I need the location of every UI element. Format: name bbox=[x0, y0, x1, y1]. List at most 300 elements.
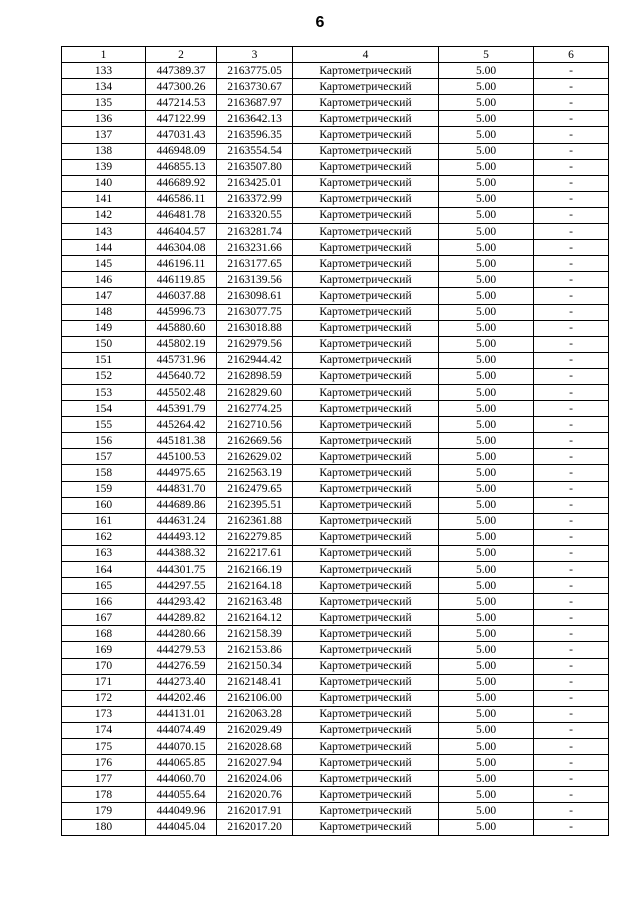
table-cell: 134 bbox=[62, 79, 146, 95]
table-cell: - bbox=[534, 545, 609, 561]
table-cell: 446404.57 bbox=[146, 224, 217, 240]
table-cell: 2162669.56 bbox=[217, 433, 293, 449]
table-cell: 5.00 bbox=[439, 626, 534, 642]
table-cell: 168 bbox=[62, 626, 146, 642]
table-cell: 444045.04 bbox=[146, 819, 217, 835]
table-row bbox=[62, 706, 609, 722]
table-cell: 444049.96 bbox=[146, 803, 217, 819]
table-cell: 444276.59 bbox=[146, 658, 217, 674]
table-cell: Картометрический bbox=[293, 610, 439, 626]
table-row bbox=[62, 417, 609, 433]
table-cell: 444293.42 bbox=[146, 594, 217, 610]
table-row bbox=[62, 159, 609, 175]
table-cell: 147 bbox=[62, 288, 146, 304]
table-cell: Картометрический bbox=[293, 256, 439, 272]
table-cell: 158 bbox=[62, 465, 146, 481]
table-cell: Картометрический bbox=[293, 272, 439, 288]
table-cell: 444493.12 bbox=[146, 529, 217, 545]
table-cell: 5.00 bbox=[439, 658, 534, 674]
table-cell: 444975.65 bbox=[146, 465, 217, 481]
table-cell: - bbox=[534, 384, 609, 400]
table-cell: 444060.70 bbox=[146, 771, 217, 787]
table-cell: 2162027.94 bbox=[217, 755, 293, 771]
table-row bbox=[62, 771, 609, 787]
table-cell: - bbox=[534, 578, 609, 594]
table-cell: 446689.92 bbox=[146, 175, 217, 191]
table-row bbox=[62, 449, 609, 465]
table-cell: 2162563.19 bbox=[217, 465, 293, 481]
table-cell: 180 bbox=[62, 819, 146, 835]
table-cell: 135 bbox=[62, 95, 146, 111]
table-row bbox=[62, 207, 609, 223]
table-cell: 2162153.86 bbox=[217, 642, 293, 658]
table-cell: Картометрический bbox=[293, 739, 439, 755]
table-cell: - bbox=[534, 674, 609, 690]
table-cell: 157 bbox=[62, 449, 146, 465]
table-cell: 5.00 bbox=[439, 63, 534, 79]
column-header: 3 bbox=[217, 47, 293, 63]
table-row bbox=[62, 288, 609, 304]
table-cell: Картометрический bbox=[293, 401, 439, 417]
table-cell: 5.00 bbox=[439, 674, 534, 690]
table-cell: - bbox=[534, 771, 609, 787]
table-row bbox=[62, 79, 609, 95]
table-cell: 445640.72 bbox=[146, 368, 217, 384]
table-cell: 445264.42 bbox=[146, 417, 217, 433]
table-cell: 446037.88 bbox=[146, 288, 217, 304]
table-cell: 5.00 bbox=[439, 401, 534, 417]
table-cell: 5.00 bbox=[439, 143, 534, 159]
table-cell: 2162017.20 bbox=[217, 819, 293, 835]
table-cell: 5.00 bbox=[439, 352, 534, 368]
table-row bbox=[62, 224, 609, 240]
table-cell: 137 bbox=[62, 127, 146, 143]
table-cell: 165 bbox=[62, 578, 146, 594]
table-cell: 2163730.67 bbox=[217, 79, 293, 95]
table-cell: 5.00 bbox=[439, 433, 534, 449]
table-cell: - bbox=[534, 288, 609, 304]
table-cell: 5.00 bbox=[439, 562, 534, 578]
table-row bbox=[62, 63, 609, 79]
table-cell: 177 bbox=[62, 771, 146, 787]
table-cell: Картометрический bbox=[293, 545, 439, 561]
table-cell: 5.00 bbox=[439, 578, 534, 594]
table-cell: 2162029.49 bbox=[217, 722, 293, 738]
table-cell: 5.00 bbox=[439, 722, 534, 738]
table-cell: 169 bbox=[62, 642, 146, 658]
table-cell: 5.00 bbox=[439, 191, 534, 207]
table-cell: 2162024.06 bbox=[217, 771, 293, 787]
table-cell: - bbox=[534, 336, 609, 352]
page-number: 6 bbox=[315, 14, 325, 31]
table-row bbox=[62, 513, 609, 529]
table-cell: 2163687.97 bbox=[217, 95, 293, 111]
table-cell: 154 bbox=[62, 401, 146, 417]
table-row bbox=[62, 787, 609, 803]
table-cell: 5.00 bbox=[439, 529, 534, 545]
table-cell: 149 bbox=[62, 320, 146, 336]
table-cell: Картометрический bbox=[293, 384, 439, 400]
table-cell: 2162148.41 bbox=[217, 674, 293, 690]
table-cell: - bbox=[534, 127, 609, 143]
table-row bbox=[62, 658, 609, 674]
coordinates-table bbox=[61, 46, 609, 836]
table-cell: 2163281.74 bbox=[217, 224, 293, 240]
table-cell: 133 bbox=[62, 63, 146, 79]
table-cell: Картометрический bbox=[293, 207, 439, 223]
table-cell: 161 bbox=[62, 513, 146, 529]
table-cell: 446119.85 bbox=[146, 272, 217, 288]
table-row bbox=[62, 272, 609, 288]
table-cell: Картометрический bbox=[293, 63, 439, 79]
table-cell: 444388.32 bbox=[146, 545, 217, 561]
table-row bbox=[62, 175, 609, 191]
table-row bbox=[62, 336, 609, 352]
table-row bbox=[62, 594, 609, 610]
table-cell: 164 bbox=[62, 562, 146, 578]
table-cell: Картометрический bbox=[293, 224, 439, 240]
column-header: 2 bbox=[146, 47, 217, 63]
table-row bbox=[62, 401, 609, 417]
table-cell: 444202.46 bbox=[146, 690, 217, 706]
table-cell: 2162898.59 bbox=[217, 368, 293, 384]
table-cell: 167 bbox=[62, 610, 146, 626]
table-row bbox=[62, 642, 609, 658]
table-cell: - bbox=[534, 497, 609, 513]
table-cell: - bbox=[534, 787, 609, 803]
table-cell: Картометрический bbox=[293, 288, 439, 304]
table-cell: 446304.08 bbox=[146, 240, 217, 256]
table-row bbox=[62, 95, 609, 111]
table-cell: - bbox=[534, 320, 609, 336]
table-cell: - bbox=[534, 481, 609, 497]
table-cell: 5.00 bbox=[439, 320, 534, 336]
table-cell: - bbox=[534, 610, 609, 626]
table-row bbox=[62, 755, 609, 771]
table-cell: 2162166.19 bbox=[217, 562, 293, 578]
table-cell: 5.00 bbox=[439, 272, 534, 288]
table-row bbox=[62, 127, 609, 143]
table-cell: 175 bbox=[62, 739, 146, 755]
table-cell: 178 bbox=[62, 787, 146, 803]
table-cell: - bbox=[534, 513, 609, 529]
table-cell: 2163554.54 bbox=[217, 143, 293, 159]
table-cell: 143 bbox=[62, 224, 146, 240]
table-cell: 446481.78 bbox=[146, 207, 217, 223]
table-cell: 2162028.68 bbox=[217, 739, 293, 755]
table-cell: Картометрический bbox=[293, 658, 439, 674]
table-row bbox=[62, 578, 609, 594]
column-header: 1 bbox=[62, 47, 146, 63]
table-cell: - bbox=[534, 79, 609, 95]
table-cell: 2162217.61 bbox=[217, 545, 293, 561]
table-cell: 5.00 bbox=[439, 545, 534, 561]
table-cell: - bbox=[534, 755, 609, 771]
table-row bbox=[62, 111, 609, 127]
table-cell: 141 bbox=[62, 191, 146, 207]
table-cell: 444831.70 bbox=[146, 481, 217, 497]
table-cell: 447300.26 bbox=[146, 79, 217, 95]
table-cell: - bbox=[534, 272, 609, 288]
table-cell: 444631.24 bbox=[146, 513, 217, 529]
table-cell: - bbox=[534, 803, 609, 819]
table-cell: 5.00 bbox=[439, 481, 534, 497]
table-cell: 146 bbox=[62, 272, 146, 288]
table-cell: - bbox=[534, 706, 609, 722]
table-row bbox=[62, 384, 609, 400]
table-cell: - bbox=[534, 111, 609, 127]
table-cell: 5.00 bbox=[439, 111, 534, 127]
table-cell: 2163139.56 bbox=[217, 272, 293, 288]
table-cell: 5.00 bbox=[439, 465, 534, 481]
table-cell: 444279.53 bbox=[146, 642, 217, 658]
table-cell: 151 bbox=[62, 352, 146, 368]
table-cell: 2162106.00 bbox=[217, 690, 293, 706]
table-cell: 5.00 bbox=[439, 497, 534, 513]
table-cell: 148 bbox=[62, 304, 146, 320]
table-cell: - bbox=[534, 240, 609, 256]
table-cell: - bbox=[534, 722, 609, 738]
table-cell: 2163077.75 bbox=[217, 304, 293, 320]
table-cell: 136 bbox=[62, 111, 146, 127]
table-cell: 160 bbox=[62, 497, 146, 513]
table-cell: 170 bbox=[62, 658, 146, 674]
table-cell: - bbox=[534, 449, 609, 465]
table-cell: 444131.01 bbox=[146, 706, 217, 722]
table-cell: Картометрический bbox=[293, 819, 439, 835]
table-cell: Картометрический bbox=[293, 529, 439, 545]
table-cell: 5.00 bbox=[439, 79, 534, 95]
table-cell: 166 bbox=[62, 594, 146, 610]
table-cell: - bbox=[534, 63, 609, 79]
table-cell: 5.00 bbox=[439, 240, 534, 256]
table-cell: 2162164.12 bbox=[217, 610, 293, 626]
table-header-row bbox=[62, 47, 609, 63]
table-row bbox=[62, 143, 609, 159]
table-row bbox=[62, 690, 609, 706]
table-cell: - bbox=[534, 658, 609, 674]
table-cell: - bbox=[534, 529, 609, 545]
table-cell: 445996.73 bbox=[146, 304, 217, 320]
table-cell: - bbox=[534, 224, 609, 240]
table-cell: 2162944.42 bbox=[217, 352, 293, 368]
table-cell: - bbox=[534, 401, 609, 417]
table-cell: 5.00 bbox=[439, 175, 534, 191]
table-cell: 2163642.13 bbox=[217, 111, 293, 127]
table-row bbox=[62, 562, 609, 578]
table-cell: 5.00 bbox=[439, 368, 534, 384]
table-cell: Картометрический bbox=[293, 690, 439, 706]
table-cell: 5.00 bbox=[439, 256, 534, 272]
table-cell: 2163320.55 bbox=[217, 207, 293, 223]
table-row bbox=[62, 739, 609, 755]
table-cell: 2163507.80 bbox=[217, 159, 293, 175]
table-cell: 444055.64 bbox=[146, 787, 217, 803]
table-cell: Картометрический bbox=[293, 111, 439, 127]
table-cell: 2162164.18 bbox=[217, 578, 293, 594]
table-cell: - bbox=[534, 207, 609, 223]
table-cell: Картометрический bbox=[293, 803, 439, 819]
table-cell: Картометрический bbox=[293, 771, 439, 787]
table-cell: Картометрический bbox=[293, 240, 439, 256]
table-cell: - bbox=[534, 594, 609, 610]
table-cell: 2162979.56 bbox=[217, 336, 293, 352]
table-cell: 444273.40 bbox=[146, 674, 217, 690]
table-cell: 445391.79 bbox=[146, 401, 217, 417]
table-cell: 5.00 bbox=[439, 127, 534, 143]
table-cell: - bbox=[534, 175, 609, 191]
table-cell: Картометрический bbox=[293, 674, 439, 690]
table-row bbox=[62, 304, 609, 320]
table-cell: 5.00 bbox=[439, 159, 534, 175]
table-cell: Картометрический bbox=[293, 481, 439, 497]
table-cell: - bbox=[534, 191, 609, 207]
table-row bbox=[62, 819, 609, 835]
table-cell: 444065.85 bbox=[146, 755, 217, 771]
table-cell: 153 bbox=[62, 384, 146, 400]
table-cell: Картометрический bbox=[293, 417, 439, 433]
table-cell: - bbox=[534, 159, 609, 175]
table-cell: 139 bbox=[62, 159, 146, 175]
table-cell: 145 bbox=[62, 256, 146, 272]
table-cell: 444074.49 bbox=[146, 722, 217, 738]
table-row bbox=[62, 626, 609, 642]
table-cell: - bbox=[534, 417, 609, 433]
table-cell: 2162063.28 bbox=[217, 706, 293, 722]
table-cell: 171 bbox=[62, 674, 146, 690]
table-cell: 2163775.05 bbox=[217, 63, 293, 79]
table-row bbox=[62, 352, 609, 368]
table-cell: 5.00 bbox=[439, 803, 534, 819]
column-header: 6 bbox=[534, 47, 609, 63]
table-cell: 444289.82 bbox=[146, 610, 217, 626]
table-cell: 2162163.48 bbox=[217, 594, 293, 610]
table-cell: 5.00 bbox=[439, 610, 534, 626]
table-cell: 2162158.39 bbox=[217, 626, 293, 642]
table-cell: - bbox=[534, 690, 609, 706]
table-cell: 5.00 bbox=[439, 690, 534, 706]
table-row bbox=[62, 722, 609, 738]
table-row bbox=[62, 256, 609, 272]
table-cell: 444297.55 bbox=[146, 578, 217, 594]
table-cell: Картометрический bbox=[293, 497, 439, 513]
table-cell: Картометрический bbox=[293, 626, 439, 642]
table-cell: 2163425.01 bbox=[217, 175, 293, 191]
table-cell: 5.00 bbox=[439, 417, 534, 433]
table-cell: - bbox=[534, 562, 609, 578]
table-cell: 2162279.85 bbox=[217, 529, 293, 545]
table-cell: 5.00 bbox=[439, 513, 534, 529]
table-cell: Картометрический bbox=[293, 722, 439, 738]
table-cell: - bbox=[534, 626, 609, 642]
table-cell: 2162150.34 bbox=[217, 658, 293, 674]
table-cell: Картометрический bbox=[293, 127, 439, 143]
table-cell: - bbox=[534, 642, 609, 658]
table-cell: 5.00 bbox=[439, 739, 534, 755]
table-cell: 174 bbox=[62, 722, 146, 738]
table-cell: - bbox=[534, 433, 609, 449]
table-row bbox=[62, 674, 609, 690]
table-cell: 446586.11 bbox=[146, 191, 217, 207]
table-cell: 173 bbox=[62, 706, 146, 722]
table-cell: 2162774.25 bbox=[217, 401, 293, 417]
table-cell: 5.00 bbox=[439, 207, 534, 223]
table-cell: Картометрический bbox=[293, 562, 439, 578]
table-cell: Картометрический bbox=[293, 175, 439, 191]
table-cell: 2163231.66 bbox=[217, 240, 293, 256]
table-cell: 5.00 bbox=[439, 304, 534, 320]
table-cell: 150 bbox=[62, 336, 146, 352]
table-cell: Картометрический bbox=[293, 706, 439, 722]
table-header bbox=[62, 47, 609, 63]
table-cell: 445802.19 bbox=[146, 336, 217, 352]
table-cell: 176 bbox=[62, 755, 146, 771]
table-cell: 142 bbox=[62, 207, 146, 223]
table-cell: 5.00 bbox=[439, 755, 534, 771]
table-cell: Картометрический bbox=[293, 578, 439, 594]
table-cell: 172 bbox=[62, 690, 146, 706]
table-cell: Картометрический bbox=[293, 465, 439, 481]
table-cell: Картометрический bbox=[293, 594, 439, 610]
table-cell: 140 bbox=[62, 175, 146, 191]
table-cell: 163 bbox=[62, 545, 146, 561]
table-cell: 446196.11 bbox=[146, 256, 217, 272]
table-cell: 5.00 bbox=[439, 95, 534, 111]
table-cell: 444301.75 bbox=[146, 562, 217, 578]
table-row bbox=[62, 368, 609, 384]
table-cell: 2163372.99 bbox=[217, 191, 293, 207]
table-cell: 2162710.56 bbox=[217, 417, 293, 433]
table-cell: - bbox=[534, 819, 609, 835]
table-cell: 159 bbox=[62, 481, 146, 497]
table-cell: 446855.13 bbox=[146, 159, 217, 175]
table-cell: Картометрический bbox=[293, 159, 439, 175]
table-cell: Картометрический bbox=[293, 755, 439, 771]
table-cell: Картометрический bbox=[293, 449, 439, 465]
table-cell: 2163098.61 bbox=[217, 288, 293, 304]
table-body bbox=[62, 63, 609, 836]
table-cell: 444689.86 bbox=[146, 497, 217, 513]
table-cell: 5.00 bbox=[439, 642, 534, 658]
table-cell: 447389.37 bbox=[146, 63, 217, 79]
table-row bbox=[62, 803, 609, 819]
table-cell: Картометрический bbox=[293, 433, 439, 449]
table-cell: 144 bbox=[62, 240, 146, 256]
table-cell: Картометрический bbox=[293, 95, 439, 111]
table-cell: 162 bbox=[62, 529, 146, 545]
table-cell: 152 bbox=[62, 368, 146, 384]
table-cell: 2162361.88 bbox=[217, 513, 293, 529]
table-cell: 155 bbox=[62, 417, 146, 433]
table-cell: 2162829.60 bbox=[217, 384, 293, 400]
table-cell: 2162629.02 bbox=[217, 449, 293, 465]
column-header: 4 bbox=[293, 47, 439, 63]
table-cell: 5.00 bbox=[439, 706, 534, 722]
table-cell: 445100.53 bbox=[146, 449, 217, 465]
table-cell: 2163018.88 bbox=[217, 320, 293, 336]
table-cell: 138 bbox=[62, 143, 146, 159]
table-cell: 5.00 bbox=[439, 787, 534, 803]
table-cell: 5.00 bbox=[439, 288, 534, 304]
table-cell: Картометрический bbox=[293, 513, 439, 529]
table-cell: 445731.96 bbox=[146, 352, 217, 368]
table-cell: 444070.15 bbox=[146, 739, 217, 755]
table-row bbox=[62, 545, 609, 561]
table-cell: 446948.09 bbox=[146, 143, 217, 159]
table-cell: 156 bbox=[62, 433, 146, 449]
table-row bbox=[62, 610, 609, 626]
table-cell: - bbox=[534, 95, 609, 111]
